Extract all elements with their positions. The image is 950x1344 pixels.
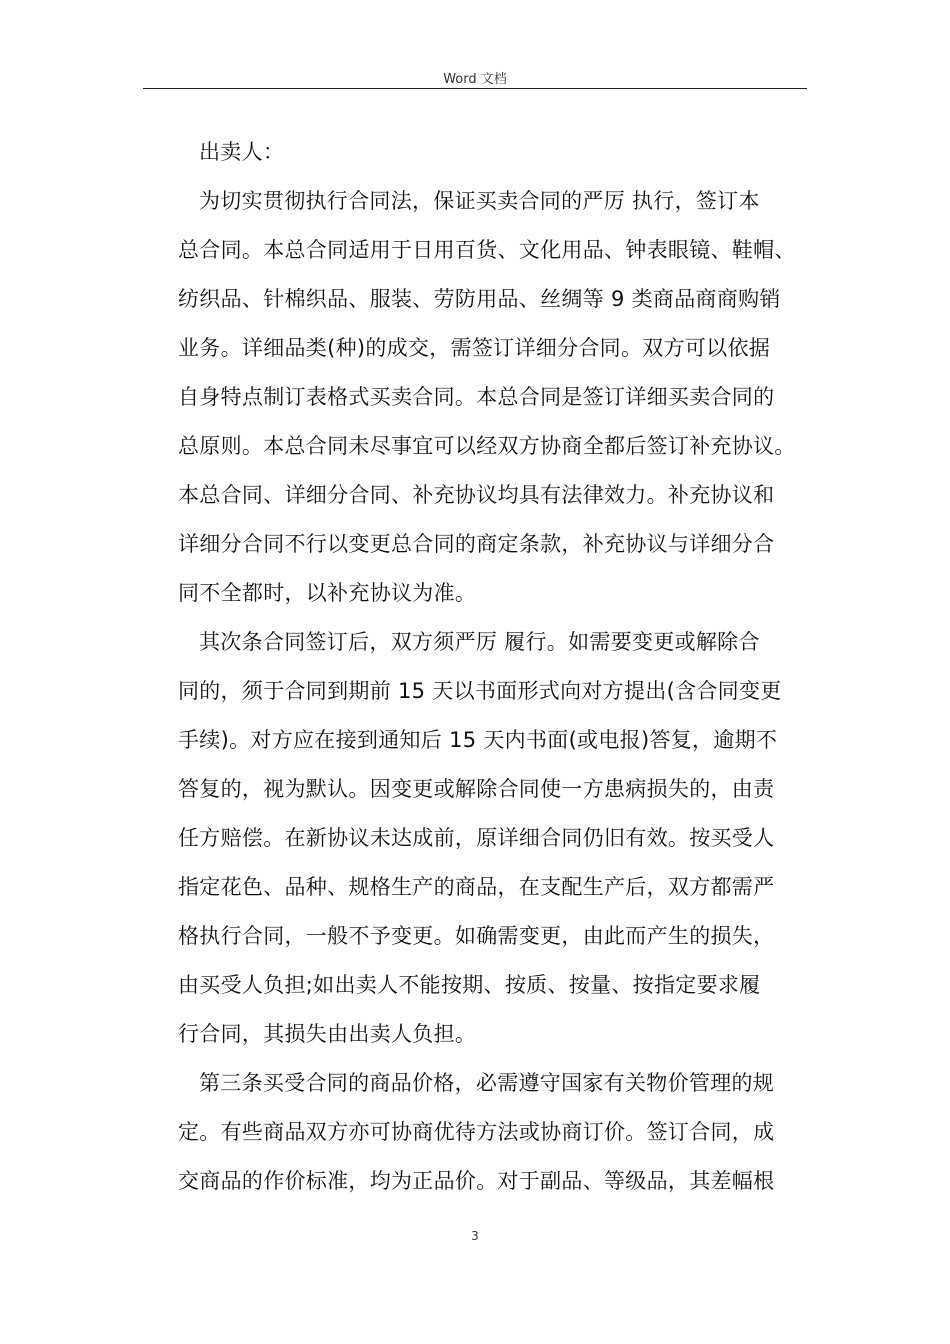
page-header: Word 文档 xyxy=(443,72,507,87)
text-line: 格执行合同，一般不予变更。如确需变更，由此而产生的损失， xyxy=(178,924,775,948)
text-line: 本总合同、详细分合同、补充协议均具有法律效力。补充协议和 xyxy=(178,483,775,507)
text-line: 由买受人负担;如出卖人不能按期、按质、按量、按指定要求履 xyxy=(178,973,761,997)
text-line: 同不全都时，以补充协议为准。 xyxy=(178,581,477,605)
text-line: 第三条买受合同的商品价格，必需遵守国家有关物价管理的规 xyxy=(199,1071,775,1095)
text-line: 总原则。本总合同未尽事宜可以经双方协商全都后签订补充协议。 xyxy=(178,434,796,458)
document-body xyxy=(178,128,828,1206)
text-line: 同的，须于合同到期前 15 天以书面形式向对方提出(含合同变更 xyxy=(178,679,782,703)
text-line: 总合同。本总合同适用于日用百货、文化用品、钟表眼镜、鞋帽、 xyxy=(178,238,796,262)
page-number: 3 xyxy=(471,1229,479,1243)
text-line: 为切实贯彻执行合同法，保证买卖合同的严厉 执行，签订本 xyxy=(199,189,760,213)
text-line: 交商品的作价标准，均为正品价。对于副品、等级品，其差幅根 xyxy=(178,1169,775,1193)
text-line: 指定花色、品种、规格生产的商品，在支配生产后，双方都需严 xyxy=(178,875,775,899)
text-line: 出卖人： xyxy=(199,140,285,164)
text-line: 行合同，其损失由出卖人负担。 xyxy=(178,1022,477,1046)
text-line: 答复的，视为默认。因变更或解除合同使一方患病损失的，由责 xyxy=(178,777,775,801)
text-line: 纺织品、针棉织品、服装、劳防用品、丝绸等 9 类商品商商购销 xyxy=(178,287,781,311)
header-divider xyxy=(143,88,807,89)
text-line: 任方赔偿。在新协议未达成前，原详细合同仍旧有效。按买受人 xyxy=(178,826,775,850)
text-line: 手续)。对方应在接到通知后 15 天内书面(或电报)答复，逾期不 xyxy=(178,728,778,752)
text-line: 自身特点制订表格式买卖合同。本总合同是签订详细买卖合同的 xyxy=(178,385,775,409)
text-line: 其次条合同签订后，双方须严厉 履行。如需要变更或解除合 xyxy=(199,630,760,654)
text-line: 定。有些商品双方亦可协商优待方法或协商订价。签订合同，成 xyxy=(178,1120,775,1144)
text-line: 业务。详细品类(种)的成交，需签订详细分合同。双方可以依据 xyxy=(178,336,771,360)
text-line: 详细分合同不行以变更总合同的商定条款，补充协议与详细分合 xyxy=(178,532,775,556)
